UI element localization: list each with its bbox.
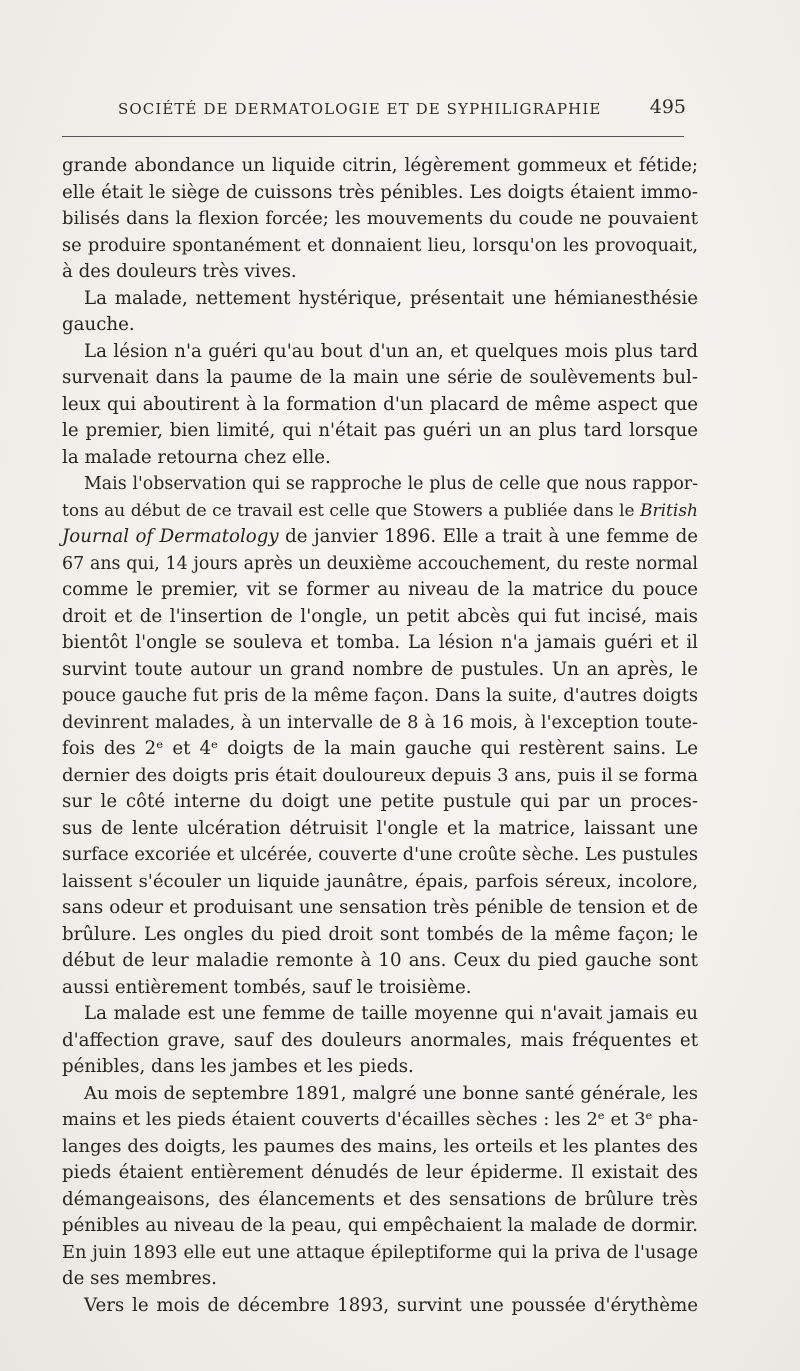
text-line: La malade est une femme de taille moyenne qui n'avait jamais eu	[84, 1003, 698, 1024]
italic-title: British	[640, 500, 698, 521]
text-span: tons au début de ce travail est celle que Stowers a publiée dans le	[62, 500, 640, 521]
page-number: 495	[649, 96, 686, 118]
text-line: à des douleurs très vives.	[62, 261, 297, 282]
text-line: Au mois de septembre 1891, malgré une bonne santé générale, les	[84, 1082, 698, 1104]
text-line: pieds étaient entièrement dénudés de leur épiderme. Il existait des	[62, 1162, 698, 1183]
text-line: bilisés dans la flexion forcée; les mouvements du coude ne pouvaient	[62, 208, 698, 229]
running-title: SOCIÉTÉ DE DERMATOLOGIE ET DE SYPHILIGRAPHIE	[118, 100, 602, 118]
text-line: laissent s'écouler un liquide jaunâtre, épais, parfois séreux, incolore,	[62, 870, 698, 892]
text-line: début de leur maladie remonte à 10 ans. Ceux du pied gauche sont	[62, 950, 698, 971]
text-line: pénibles au niveau de la peau, qui empêchaient la malade de dormir.	[62, 1215, 698, 1236]
text-line: sur le côté interne du doigt une petite pustule qui par un proces-	[62, 791, 698, 812]
text-line: 67 ans qui, 14 jours après un deuxième accouchement, du reste normal	[62, 553, 698, 574]
text-line: grande abondance un liquide citrin, légèrement gommeux et fétide;	[62, 155, 698, 176]
text-line: fois des 2ᵉ et 4ᵉ doigts de la main gauche qui restèrent sains. Le	[62, 738, 698, 759]
text-line: devinrent malades, à un intervalle de 8 à 16 mois, à l'exception toute-	[62, 711, 698, 733]
text-line: Mais l'observation qui se rapproche le plus de celle que nous rappor-	[84, 474, 698, 494]
header-rule	[62, 136, 684, 137]
text-line: langes des doigts, les paumes des mains, les orteils et les plantes des	[62, 1135, 698, 1157]
text-line: gauche.	[62, 314, 135, 335]
text-line: la malade retourna chez elle.	[62, 446, 331, 468]
text-line: bientôt l'ongle se souleva et tomba. La lésion n'a jamais guéri et il	[62, 632, 698, 653]
text-line: sans odeur et produisant une sensation très pénible de tension et de	[62, 897, 698, 918]
text-line: pouce gauche fut pris de la même façon. Dans la suite, d'autres doigts	[62, 685, 698, 706]
text-line: leux qui aboutirent à la formation d'un placard de même aspect que	[62, 393, 698, 415]
text-line: démangeaisons, des élancements et des sensations de brûlure très	[62, 1188, 698, 1210]
text-line: pénibles, dans les jambes et les pieds.	[62, 1056, 414, 1077]
text-line: survenait dans la paume de la main une série de soulèvements bul-	[62, 367, 698, 388]
italic-title: Journal of Dermatology	[62, 526, 279, 547]
text-line: aussi entièrement tombés, sauf le troisième.	[62, 976, 472, 998]
text-line: mains et les pieds étaient couverts d'écailles sèches : les 2ᵉ et 3ᵉ pha-	[62, 1109, 699, 1130]
text-line: le premier, bien limité, qui n'était pas guéri un an plus tard lorsque	[62, 420, 698, 441]
text-line	[62, 524, 698, 551]
body-text	[62, 153, 698, 1319]
text-span: de janvier 1896. Elle a trait à une femme de	[278, 526, 698, 547]
text-line	[62, 498, 698, 525]
text-line: dernier des doigts pris était douloureux depuis 3 ans, puis il se forma	[62, 764, 698, 786]
text-line: surface excoriée et ulcérée, couverte d'une croûte sèche. Les pustules	[62, 844, 698, 865]
text-line: La malade, nettement hystérique, présentait une hémianesthésie	[84, 287, 698, 309]
text-line: de ses membres.	[62, 1268, 217, 1289]
text-line: elle était le siège de cuissons très pénibles. Les doigts étaient immo-	[62, 181, 698, 203]
text-line: Vers le mois de décembre 1893, survint une poussée d'érythème	[84, 1294, 698, 1316]
text-line: se produire spontanément et donnaient lieu, lorsqu'on les provoquait,	[62, 234, 698, 256]
text-line: brûlure. Les ongles du pied droit sont tombés de la même façon; le	[62, 923, 698, 945]
running-header	[62, 96, 686, 126]
text-line: sus de lente ulcération détruisit l'ongle et la matrice, laissant une	[62, 817, 698, 839]
text-line: En juin 1893 elle eut une attaque épileptiforme qui la priva de l'usage	[62, 1241, 698, 1263]
text-line: d'affection grave, sauf des douleurs anormales, mais fréquentes et	[62, 1029, 698, 1051]
text-line: droit et de l'insertion de l'ongle, un petit abcès qui fut incisé, mais	[62, 605, 698, 627]
text-line: La lésion n'a guéri qu'au bout d'un an, et quelques mois plus tard	[84, 340, 698, 362]
text-line: survint toute autour un grand nombre de pustules. Un an après, le	[62, 658, 698, 680]
text-line: comme le premier, vit se former au niveau de la matrice du pouce	[62, 579, 698, 600]
